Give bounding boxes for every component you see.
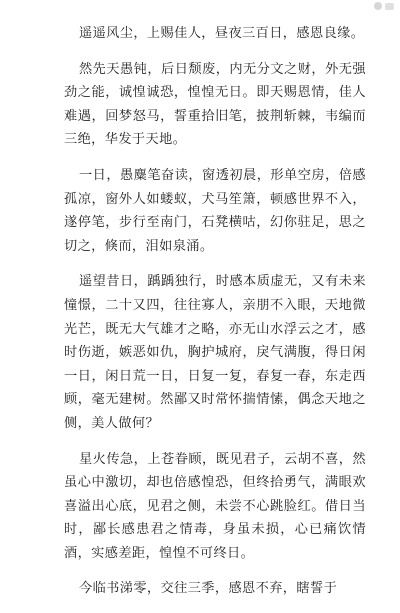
status-bar: [0, 0, 400, 14]
battery-icon: [385, 3, 394, 10]
paragraph-3: 一日，愚麋笔奋读，窗透初晨，形单空房，倍感孤凉，窗外人如蝼蚁，犬马笙箫，顿感世界不入，遂停笔，步行至南门，石凳横咕，幻你驻足，思之切之，倏而，泪如泉涌。: [64, 167, 366, 254]
article-body: [64, 22, 366, 613]
paragraph-4: 遥望昔日，踽踽独行，时感本质虚无，又有未来憧憬，二十又四，往往寡人，亲朋不入眼，天地微光芒，既无大气雄才之略，亦无山水浮云之才，感时伤逝，嫉恶如仇，胸护城府，戾气满腹，得日闲一日，闲日荒一日，日复一复，春复一春，东走西顾，毫无建树。然鄙又时常怀揣情愫，偶念天地之侧，美人做何？: [64, 274, 366, 431]
paragraph-6: 今临书涕零，交往三季，感恩不弃，瞎誓于: [79, 581, 338, 597]
notification-icon: [374, 2, 382, 10]
paragraph-2: 然先天愚钝，后日颓废，内无分文之财，外无强劲之能，诚惶诚恐，惶惶无日。即天赐恩情，佳人难遇，回梦怒马，誓重拾旧笔，披荆斩棘，韦编而三绝，华发于天地。: [64, 61, 366, 148]
paragraph-1: 遥遥风尘，上赐佳人，昼夜三百日，感恩良缘。: [79, 26, 365, 41]
paragraph-5: 星火传急，上苍眷顾，既见君子，云胡不喜，然虽心中激切，却也倍感惶恐，但终拾勇气，满眼欢喜溢出心底，见君之侧，未尝不心跳脸红。借日当时，鄙长感患君之情毒，身虽未损，心已痛饮情酒，实感差距，惶惶不可终日。: [64, 451, 366, 561]
